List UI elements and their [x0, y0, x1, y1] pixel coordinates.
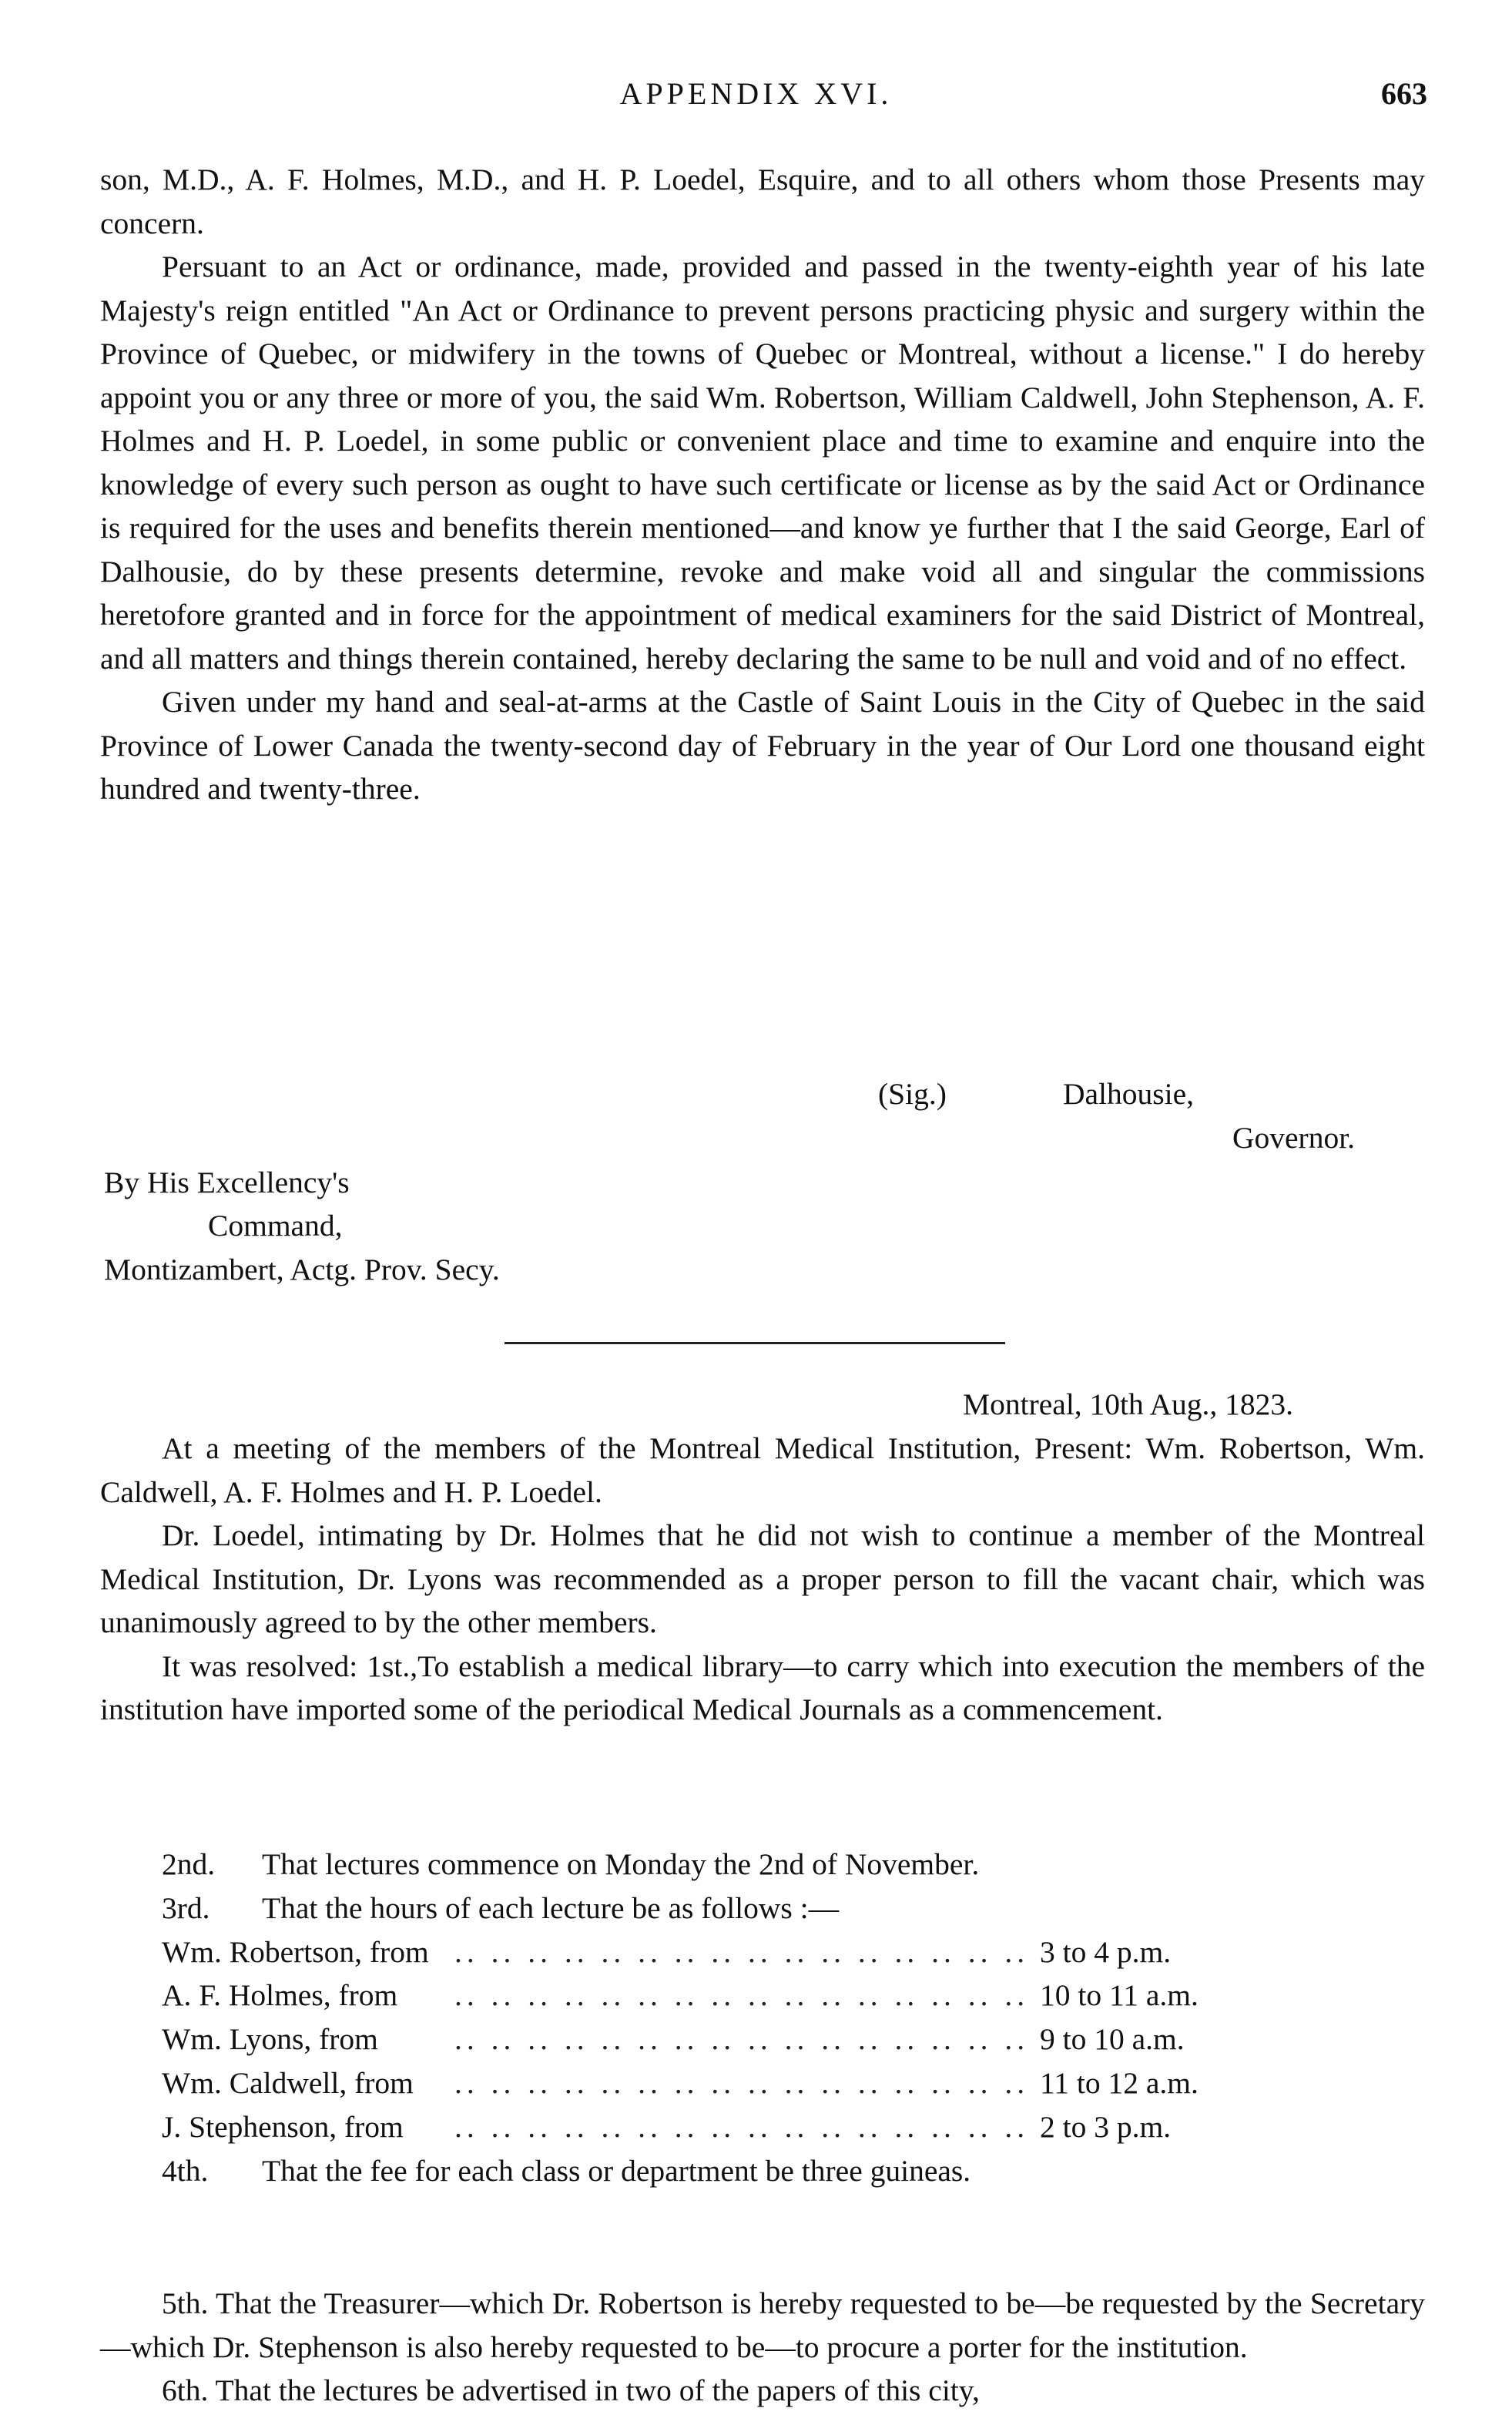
lecture-time: 3 to 4 p.m. — [1032, 1930, 1171, 1974]
lecturer-name: Wm. Robertson, from — [162, 1934, 429, 1969]
leader-dots: .. .. .. .. .. .. .. .. .. .. .. .. .. .. .. .. — [454, 2109, 1030, 2144]
resolution-number: 4th. — [162, 2153, 209, 2188]
lecturer-name: Wm. Caldwell, from — [162, 2065, 414, 2100]
resolution-5 — [100, 2282, 1425, 2369]
leader-dots: .. .. .. .. .. .. .. .. .. .. .. .. .. .. .. .. — [454, 1934, 1030, 1969]
resolution-text: That the Treasurer—which Dr. Robertson is hereby requested to be—be requested by the Secretary—which Dr. Stephenson is also hereby requested to be—to procure a porter for the institution. — [100, 2286, 1426, 2364]
by-command-line-1: By His Excellency's — [104, 1166, 350, 1199]
minutes-text — [100, 1427, 1425, 1732]
resolution-number: 3rd. — [162, 1890, 210, 1925]
resolution-number: 5th. — [162, 2286, 209, 2320]
resolution-number: 2nd. — [162, 1847, 216, 1881]
minutes-place-date: Montreal, 10th Aug., 1823. — [963, 1387, 1293, 1421]
commission-text — [100, 158, 1425, 811]
lecture-row — [162, 2105, 1425, 2149]
lecture-row — [162, 2017, 1425, 2061]
running-title: APPENDIX XVI. — [619, 76, 893, 111]
page-number: 663 — [1381, 76, 1427, 111]
commission-paragraph-3: Given under my hand and seal-at-arms at the Castle of Saint Louis in the City of Quebec in the said Province of Lower Canada the twenty-second day of February in the year of Our Lord one thousand eight hundred and twenty-three. — [100, 685, 1425, 806]
signature-label: (Sig.) — [878, 1077, 947, 1111]
resolutions — [162, 1843, 1425, 2192]
page-header — [0, 75, 1512, 129]
lecturer-name: Wm. Lyons, from — [162, 2022, 378, 2057]
lecture-time: 2 to 3 p.m. — [1032, 2105, 1171, 2149]
lecturer-name: A. F. Holmes, from — [162, 1978, 398, 2013]
by-command-line-3: Montizambert, Actg. Prov. Secy. — [104, 1253, 500, 1286]
resolution-6 — [100, 2369, 1425, 2413]
leader-dots: .. .. .. .. .. .. .. .. .. .. .. .. .. .. .. .. — [454, 1978, 1030, 2013]
lecture-row — [162, 1930, 1425, 1974]
lecturer-name: J. Stephenson, from — [162, 2109, 404, 2144]
minutes-paragraph-1: At a meeting of the members of the Montreal Medical Institution, Present: Wm. Robertson, Wm. Caldwell, A. F. Holmes and H. P. Loedel. — [100, 1431, 1425, 1509]
lecture-time: 11 to 12 a.m. — [1032, 2061, 1199, 2105]
commission-paragraph-1: son, M.D., A. F. Holmes, M.D., and H. P. Loedel, Esquire, and to all others whom those Presents may concern. — [100, 163, 1425, 240]
resolution-3 — [162, 1887, 1425, 1930]
resolution-number: 6th. — [162, 2373, 209, 2407]
resolution-4 — [162, 2149, 1425, 2193]
resolution-2 — [162, 1843, 1425, 1887]
resolution-5-paragraph — [100, 2282, 1425, 2369]
by-command-line-2: Command, — [208, 1209, 343, 1243]
minutes-paragraph-2: Dr. Loedel, intimating by Dr. Holmes that he did not wish to continue a member of the Montreal Medical Institution, Dr. Lyons was recommended as a proper person to fill the vacant chair, which was unanimously agreed to by the other members. — [100, 1518, 1425, 1639]
minutes-paragraph-3: It was resolved: 1st.,To establish a medical library—to carry which into execution the members of the institution have imported some of the periodical Medical Journals as a commencement. — [100, 1649, 1425, 1726]
lecture-time: 9 to 10 a.m. — [1032, 2017, 1185, 2061]
lecture-row — [162, 2061, 1425, 2105]
resolution-text: That the hours of each lecture be as follows :— — [262, 1890, 840, 1925]
signature-name: Dalhousie, — [1063, 1077, 1195, 1111]
resolution-text: That the lectures be advertised in two of the papers of this city, — [215, 2373, 980, 2407]
resolution-text: That lectures commence on Monday the 2nd of November. — [262, 1847, 980, 1881]
leader-dots: .. .. .. .. .. .. .. .. .. .. .. .. .. .. .. .. — [454, 2065, 1030, 2100]
section-divider — [505, 1342, 1005, 1344]
resolution-6-paragraph — [100, 2369, 1425, 2413]
lecture-time: 10 to 11 a.m. — [1032, 1974, 1199, 2017]
signature-title: Governor. — [1232, 1121, 1356, 1155]
resolution-text: That the fee for each class or department be three guineas. — [262, 2153, 971, 2188]
leader-dots: .. .. .. .. .. .. .. .. .. .. .. .. .. .. .. .. — [454, 2022, 1030, 2057]
commission-paragraph-2: Persuant to an Act or ordinance, made, provided and passed in the twenty-eighth year of his late Majesty's reign entitled "An Act or Ordinance to prevent persons practicing physic and surgery within the Province of Quebec, or midwifery in the towns of Quebec or Montreal, without a license." I do hereby appoint you or any three or more of you, the said Wm. Robertson, William Caldwell, John Stephenson, A. F. Holmes and H. P. Loedel, in some public or convenient place and time to examine and enquire into the knowledge of every such person as ought to have such certificate or license as by the said Act or Ordinance is required for the uses and benefits therein mentioned—and know ye further that I the said George, Earl of Dalhousie, do by these presents determine, revoke and make void all and singular the commissions heretofore granted and in force for the appointment of medical examiners for the said District of Montreal, and all matters and things therein contained, hereby declaring the same to be null and void and of no effect. — [100, 250, 1425, 676]
lecture-row — [162, 1974, 1425, 2017]
